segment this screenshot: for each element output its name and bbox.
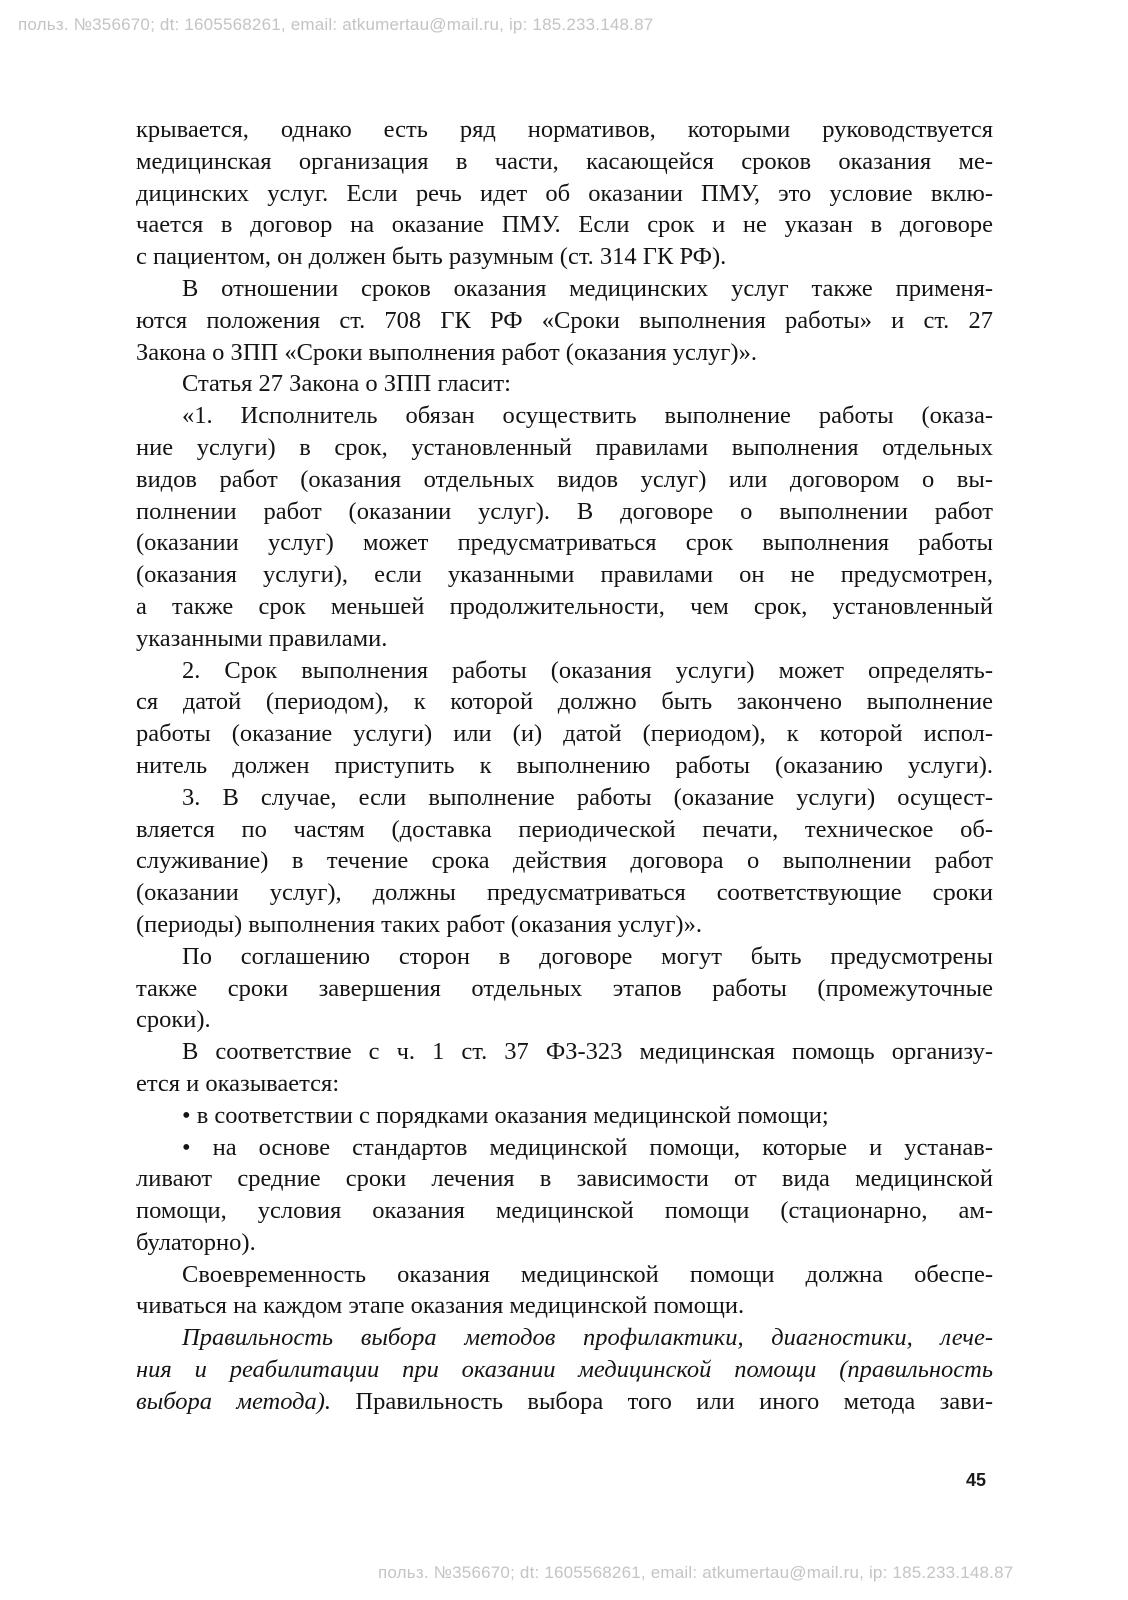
regular-text: Правильность выбора того или иного метода зави-: [331, 1387, 993, 1415]
text-line: По соглашению сторон в договоре могут быть предусмотрены: [182, 942, 993, 970]
text-line: ются положения ст. 708 ГК РФ «Сроки выполнения работы» и ст. 27: [136, 306, 993, 334]
text-line: медицинская организация в части, касающейся сроков оказания ме-: [136, 147, 993, 175]
text-line: а также срок меньшей продолжительности, чем срок, установленный: [136, 592, 993, 620]
text-line: ние услуги) в срок, установленный правилами выполнения отдельных: [136, 433, 993, 461]
text-line: (оказании услуг), должны предусматриваться соответствующие сроки: [136, 879, 993, 907]
text-line: (оказании услуг) может предусматриваться срок выполнения работы: [136, 529, 993, 557]
text-line: Своевременность оказания медицинской помощи должна обеспе-: [182, 1260, 993, 1288]
text-line: 2. Срок выполнения работы (оказания услуги) может определять-: [182, 656, 993, 684]
text-line: булаторно).: [136, 1228, 256, 1256]
text-line: работы (оказание услуги) или (и) датой (периодом), к которой испол-: [136, 720, 993, 748]
text-line: Закона о ЗПП «Сроки выполнения работ (оказания услуг)».: [136, 338, 757, 366]
italic-text: Правильность выбора методов профилактики, диагностики, лече-: [182, 1324, 993, 1352]
watermark-bottom: польз. №356670; dt: 1605568261, email: atkumertau@mail.ru, ip: 185.233.148.87: [378, 1563, 1014, 1582]
italic-line: [136, 1354, 993, 1386]
text-line: дицинских услуг. Если речь идет об оказании ПМУ, это условие вклю-: [136, 179, 993, 207]
text-line: крывается, однако есть ряд нормативов, которыми руководствуется: [136, 116, 993, 143]
text-line: нитель должен приступить к выполнению работы (оказанию услуги).: [136, 751, 993, 779]
text-line: 3. В случае, если выполнение работы (оказание услуги) осущест-: [182, 783, 993, 811]
text-line: с пациентом, он должен быть разумным (ст. 314 ГК РФ).: [136, 243, 727, 271]
text-line: Статья 27 Закона о ЗПП гласит:: [182, 370, 511, 398]
text-line: ся датой (периодом), к которой должно быть закончено выполнение: [136, 688, 993, 716]
text-line: чиваться на каждом этапе оказания медицинской помощи.: [136, 1292, 745, 1320]
text-line: чается в договор на оказание ПМУ. Если срок и не указан в договоре: [136, 211, 993, 239]
text-line: указанными правилами.: [136, 624, 388, 652]
text-line: вляется по частям (доставка периодической печати, техническое об-: [136, 815, 993, 843]
bullet-item: • на основе стандартов медицинской помощи, которые и устанав-: [182, 1133, 993, 1161]
italic-text: выбора метода).: [136, 1387, 332, 1415]
page-number: 45: [966, 1470, 987, 1490]
page-body: [136, 114, 993, 1418]
text-line: (периоды) выполнения таких работ (оказания услуг)».: [136, 910, 702, 938]
italic-text: ния и реабилитации при оказании медицинской помощи (правильность: [136, 1356, 993, 1384]
text-line: помощи, условия оказания медицинской помощи (стационарно, ам-: [136, 1197, 993, 1225]
text-line: ется и оказывается:: [136, 1069, 340, 1097]
text-line: В отношении сроков оказания медицинских услуг также применя-: [182, 274, 993, 302]
text-line: «1. Исполнитель обязан осуществить выполнение работы (оказа-: [182, 402, 993, 430]
mixed-line: [136, 1386, 993, 1418]
text-line: служивание) в течение срока действия договора о выполнении работ: [136, 847, 993, 875]
text-line: сроки).: [136, 1006, 211, 1034]
italic-line: [136, 1322, 993, 1354]
text-line: полнении работ (оказании услуг). В договоре о выполнении работ: [136, 497, 993, 525]
text-line: (оказания услуги), если указанными правилами он не предусмотрен,: [136, 561, 993, 589]
text-line: также сроки завершения отдельных этапов работы (промежуточные: [136, 974, 993, 1002]
bullet-item: • в соответствии с порядками оказания медицинской помощи;: [182, 1101, 829, 1129]
watermark-top: польз. №356670; dt: 1605568261, email: atkumertau@mail.ru, ip: 185.233.148.87: [18, 15, 654, 34]
text-line: В соответствие с ч. 1 ст. 37 ФЗ-323 медицинская помощь организу-: [182, 1038, 993, 1066]
text-line: ливают средние сроки лечения в зависимости от вида медицинской: [136, 1165, 993, 1193]
text-line: видов работ (оказания отдельных видов услуг) или договором о вы-: [136, 465, 993, 493]
